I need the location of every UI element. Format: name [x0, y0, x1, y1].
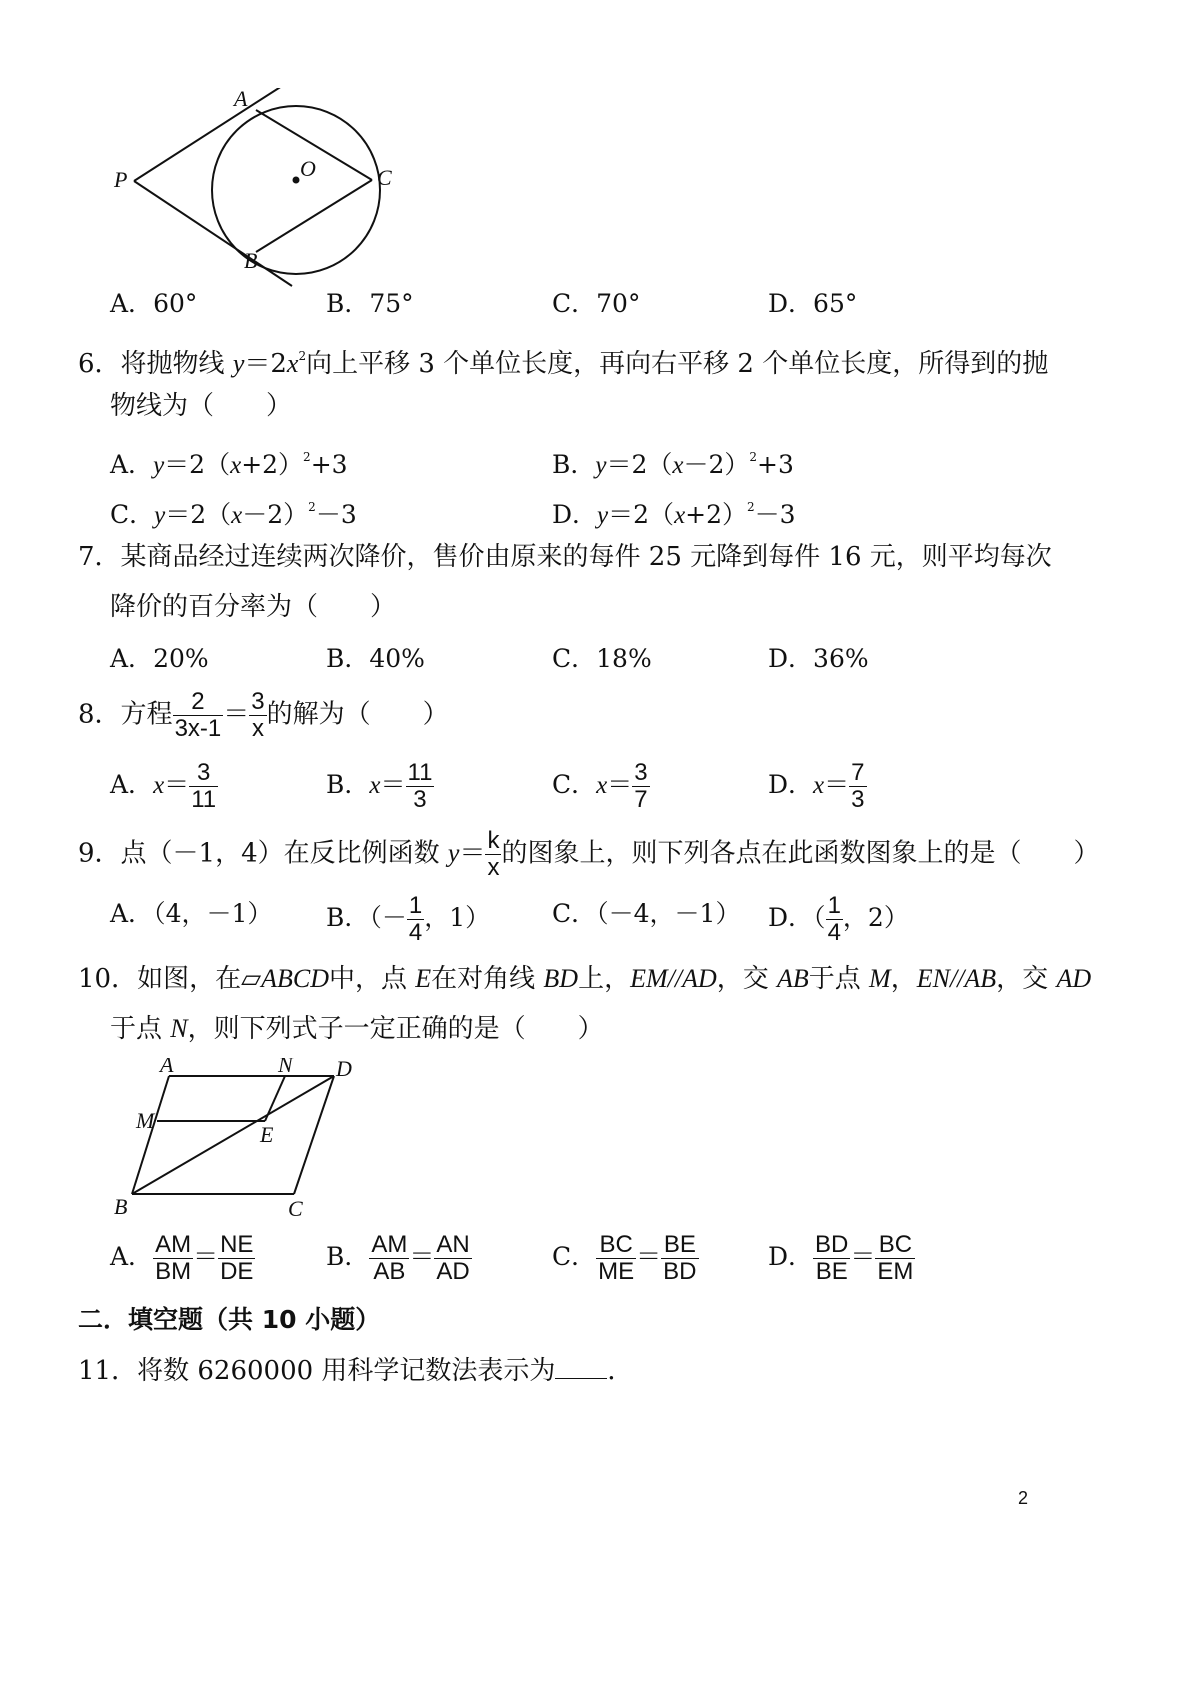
q5-option-a[interactable]: A．60° [110, 289, 198, 318]
label-m: M [136, 1108, 155, 1133]
q6-stem: 6．将抛物线 $y=2x^2$向上平移 3 个单位长度，再向右平移 2 个单位长度，所得到的抛 [78, 349, 1049, 379]
q6-option-c[interactable]: C．$y=2(x-2)^2-3$ [110, 500, 357, 529]
q5-option-d[interactable]: D．65° [768, 289, 858, 318]
side-cd [294, 1076, 334, 1194]
label-p: P [114, 167, 128, 192]
q9-option-b[interactable]: B．（－ $\frac{1}{4}$ ，1） [326, 892, 491, 946]
parallelogram-figure [108, 1058, 368, 1222]
q8-stem: 8．方程 $\frac{2}{3x-1}$ ＝ $\frac{3}{x}$ 的解为（ ） [78, 688, 449, 742]
q6-stem-line2: 物线为（ ） [110, 391, 293, 421]
tangent-pa [134, 88, 282, 181]
segment-en [265, 1076, 285, 1121]
q5-option-b[interactable]: B．75° [326, 289, 414, 318]
q10-option-c[interactable]: C． $\frac{BC}{ME}$ ＝ $\frac{BE}{BD}$ [552, 1231, 697, 1285]
q11-answer-blank[interactable] [555, 1352, 607, 1379]
q10-option-a[interactable]: A． $\frac{AM}{BM}$ ＝ $\frac{NE}{DE}$ [110, 1231, 254, 1285]
label-n: N [278, 1058, 293, 1077]
q7-option-c[interactable]: C．18% [552, 644, 652, 673]
q11-stem: 11．将数 6260000 用科学记数法表示为 ． [78, 1352, 633, 1387]
q8-rhs-fraction: $\frac{3}{x}$ [251, 688, 265, 742]
label-o: O [300, 156, 316, 181]
q8-option-b[interactable]: B．x＝ $\frac{11}{3}$ [326, 759, 433, 813]
q8-option-a[interactable]: A．x＝ $\frac{3}{11}$ [110, 759, 217, 813]
q8-lhs-fraction: $\frac{2}{3x-1}$ [174, 688, 222, 742]
label-a: A [234, 88, 248, 111]
q9-option-a[interactable]: A．（4，－1） [110, 899, 273, 928]
q10-number: 10． [78, 964, 138, 994]
q7-number: 7． [78, 542, 121, 572]
q8-option-d[interactable]: D．x＝ $\frac{7}{3}$ [768, 759, 865, 813]
label-b: B [114, 1194, 128, 1219]
q6-option-b[interactable]: B．$y=2(x-2)^2+3$ [552, 450, 794, 479]
q11-number: 11． [78, 1356, 138, 1386]
q5-option-c[interactable]: C．70° [552, 289, 641, 318]
q9-option-c[interactable]: C．（－4，－1） [552, 899, 741, 928]
q10-option-d[interactable]: D． $\frac{BD}{BE}$ ＝ $\frac{BC}{EM}$ [768, 1231, 914, 1285]
label-d: D [336, 1058, 352, 1081]
q7-option-a[interactable]: A．20% [110, 644, 209, 673]
label-c: C [288, 1196, 303, 1221]
label-c: C [377, 165, 392, 190]
q9-stem: 9．点（－1，4）在反比例函数 y＝ $\frac{k}{x}$ 的图象上，则下列各点在此函数图象上的是（ ） [78, 827, 1100, 881]
q8-number: 8． [78, 699, 121, 730]
q10-option-b[interactable]: B． $\frac{AM}{AB}$ ＝ $\frac{AN}{AD}$ [326, 1231, 470, 1285]
circle-tangent-figure [110, 88, 430, 298]
q6-number: 6． [78, 349, 121, 379]
q9-number: 9． [78, 838, 121, 869]
chord-bc [256, 180, 372, 252]
q10-stem-line2: 于点 N，则下列式子一定正确的是（ ） [110, 1014, 604, 1044]
q7-option-d[interactable]: D．36% [768, 644, 869, 673]
diagonal-bd [132, 1076, 334, 1194]
q9-fraction: $\frac{k}{x}$ [487, 827, 500, 881]
page-number: 2 [1018, 1488, 1029, 1508]
q7-stem: 7．某商品经过连续两次降价，售价由原来的每件 25 元降到每件 16 元，则平均每次 [78, 542, 1052, 572]
q6-option-a[interactable]: A．$y=2(x+2)^2+3$ [110, 450, 348, 479]
label-e: E [260, 1122, 274, 1147]
q7-option-b[interactable]: B．40% [326, 644, 425, 673]
q8-option-c[interactable]: C．x＝ $\frac{3}{7}$ [552, 759, 648, 813]
q9-option-d[interactable]: D．（ $\frac{1}{4}$ ，2） [768, 892, 909, 946]
q10-stem: 10．如图，在▱ABCD中，点 E在对角线 BD上，EM//AD，交 AB于点 M，EN//AB，交 AD [78, 964, 1092, 994]
center-dot [293, 177, 300, 184]
section-heading: 二．填空题（共 10 小题） [78, 1305, 381, 1334]
q7-stem-line2: 降价的百分率为（ ） [110, 592, 397, 622]
label-a: A [160, 1058, 174, 1077]
label-b: B [244, 248, 258, 273]
q6-option-d[interactable]: D．$y=2(x+2)^2-3$ [552, 500, 796, 529]
